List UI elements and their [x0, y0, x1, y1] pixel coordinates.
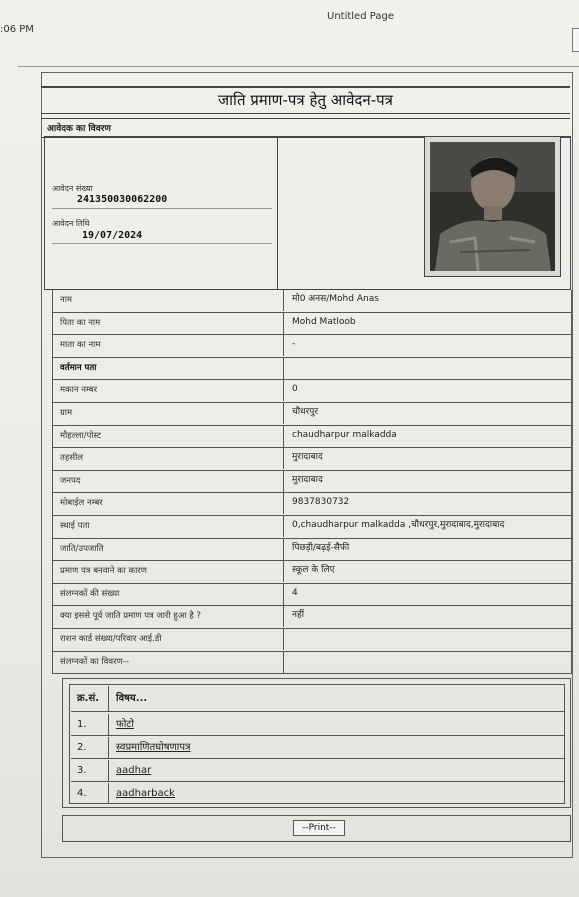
application-date-label: आवेदन तिथि — [52, 219, 90, 228]
detail-row — [52, 335, 572, 358]
field-label: जनपद — [52, 471, 284, 492]
detail-row — [52, 539, 572, 562]
detail-row — [52, 448, 572, 471]
page-header-title: Untitled Page — [327, 11, 394, 22]
photo-image — [430, 142, 555, 271]
field-label: माता का नाम — [52, 335, 284, 356]
field-label: मोबाईल नम्बर — [52, 493, 284, 514]
attachment-link[interactable]: aadhar — [116, 765, 152, 776]
field-value — [292, 629, 572, 650]
detail-row — [52, 403, 572, 426]
header-serial: क्र.सं. — [71, 686, 109, 711]
attachment-serial: 2. — [71, 737, 109, 758]
field-value: Mohd Matloob — [292, 316, 356, 327]
detail-row — [52, 606, 572, 629]
detail-row — [52, 358, 572, 381]
field-label: वर्तमान पता — [52, 358, 284, 379]
field-value: 9837830732 — [292, 497, 350, 508]
attachment-row — [71, 783, 565, 805]
application-date-value: 19/07/2024 — [82, 230, 143, 241]
field-value: चौधरपुर — [292, 407, 319, 417]
field-value: मो0 अनस/Mohd Anas — [292, 294, 379, 304]
field-value: - — [292, 339, 296, 350]
field-value: नहीं — [292, 610, 305, 621]
field-label: संलग्नकों की संख्या — [52, 584, 284, 605]
print-time: :06 PM — [0, 24, 34, 35]
field-label: पिता का नाम — [52, 313, 284, 334]
applicant-photo — [424, 136, 561, 277]
field-label: मकान नम्बर — [52, 380, 284, 401]
detail-row — [52, 561, 572, 584]
attachments-header-row — [71, 686, 565, 712]
detail-row — [52, 313, 572, 336]
detail-row — [52, 290, 572, 313]
field-value: मुरादाबाद — [292, 474, 323, 485]
detail-row — [52, 584, 572, 607]
field-label: नाम — [52, 290, 284, 311]
field-value: मुरादाबाद — [292, 452, 323, 463]
field-value: पिछड़ी/बढ़ई-सैफी — [292, 542, 350, 553]
application-info-box — [44, 136, 278, 290]
divider — [52, 208, 272, 209]
application-no-label: आवेदन संख्या — [52, 184, 93, 193]
field-label: जाति/उपजाति — [52, 539, 284, 560]
attachment-link[interactable]: स्वप्रमाणितघोषणापत्र — [116, 742, 191, 753]
header-rule — [18, 66, 579, 67]
attachment-link[interactable]: aadharback — [116, 788, 175, 799]
field-value — [292, 358, 572, 379]
field-value: chaudharpur malkadda — [292, 429, 397, 440]
field-value: 4 — [292, 587, 298, 598]
detail-row — [52, 652, 572, 675]
detail-row — [52, 493, 572, 516]
field-label: ग्राम — [52, 403, 284, 424]
field-label: प्रमाण पत्र बनवाने का कारण — [52, 561, 284, 582]
field-label: संलग्नकों का विवरण-- — [52, 652, 284, 673]
attachment-serial: 1. — [71, 714, 109, 735]
attachment-serial: 4. — [71, 783, 109, 804]
detail-row — [52, 426, 572, 449]
field-label: स्थाई पता — [52, 516, 284, 537]
detail-row — [52, 629, 572, 652]
application-no-value: 241350030062200 — [77, 194, 168, 205]
section-heading: आवेदक का विवरण — [41, 118, 570, 138]
print-button[interactable]: --Print-- — [293, 820, 345, 836]
attachment-serial: 3. — [71, 760, 109, 781]
field-label: मौहल्ला/पोस्ट — [52, 426, 284, 447]
field-value — [292, 652, 572, 673]
edge-button — [572, 28, 579, 52]
attachment-row — [71, 760, 565, 782]
attachment-row — [71, 714, 565, 736]
field-value: 0 — [292, 384, 298, 395]
attachment-link[interactable]: फोटो — [116, 719, 134, 730]
field-label: तहसील — [52, 448, 284, 469]
divider — [52, 243, 272, 244]
field-value: स्कूल के लिए — [292, 565, 335, 576]
header-subject: विषय... — [116, 693, 148, 704]
attachment-row — [71, 737, 565, 759]
field-label: राशन कार्ड संख्या/परिवार आई.डी — [52, 629, 284, 650]
person-silhouette-icon — [430, 142, 555, 271]
detail-row — [52, 380, 572, 403]
field-label: क्या इससे पूर्व जाति प्रमाण पत्र जारी हुआ है ? — [52, 606, 284, 627]
detail-row — [52, 516, 572, 539]
detail-row — [52, 471, 572, 494]
form-title: जाति प्रमाण-पत्र हेतु आवेदन-पत्र — [41, 86, 570, 114]
field-value: 0,chaudharpur malkadda ,चौधरपुर,मुरादाबाद,मुरादाबाद — [292, 520, 505, 530]
